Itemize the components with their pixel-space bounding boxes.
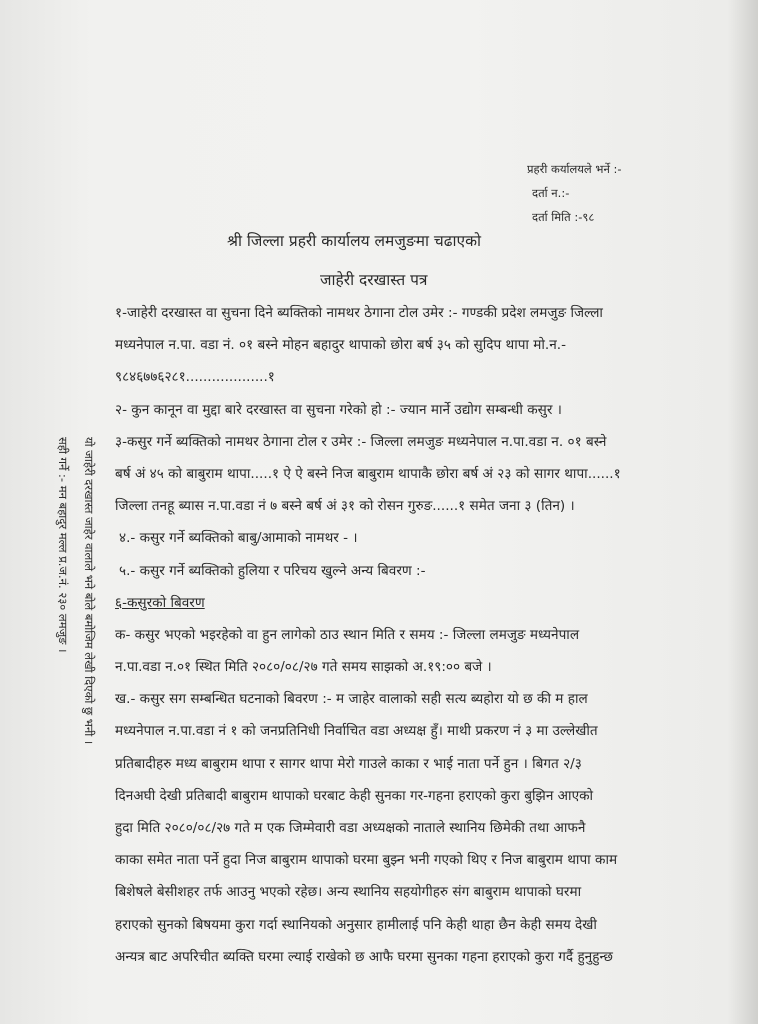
body-line: अन्यत्र बाट अपरिचीत ब्यक्ति घरमा ल्याई राखेको छ आफै घरमा सुनका गहना हराएको कुरा गर्दै हुनुहुन्छ xyxy=(115,948,613,965)
body-line: ख.- कसुर सग सम्बन्धित घटनाको बिवरण :- म जाहेर वालाको सही सत्य ब्यहोरा यो छ की म हाल xyxy=(115,691,588,708)
margin-note-signature: सही गर्ने :- मन बहादुर मल्ल प्र.ज.नं. २३० लमजुङ । xyxy=(56,437,70,653)
body-line: हुदा मिति २०८०/०८/२७ गते म एक जिम्मेवारी वडा अध्यक्षको नाताले स्थानिय छिमेकी तथा आफनै xyxy=(115,820,586,836)
body-line: दिनअघी देखी प्रतिबादी बाबुराम थापाको घरबाट केही सुनका गर-गहना हराएको कुरा बुझिन आएको xyxy=(115,787,594,804)
body-line: क- कसुर भएको भइरहेको वा हुन लागेको ठाउ स्थान मिति र समय :- जिल्ला लमजुङ मध्यनेपाल xyxy=(115,626,580,643)
office-use-box xyxy=(527,157,622,229)
margin-note-declaration: यो जाहेरी दरखास्त जाहेर वालाले भने बोले बमोजिम लेखी दिएको छु भनी । xyxy=(82,437,96,745)
body-line: ४.- कसुर गर्ने ब्यक्तिको बाबु/आमाको नामथर - । xyxy=(119,530,358,547)
body-line: बर्ष अं ४५ को बाबुराम थापा.....१ ऐ ऐ बस्ने निज बाबुराम थापाकै छोरा बर्ष अं २३ को सागर थापा......१ xyxy=(115,465,621,482)
body-line: बिशेषले बेसीशहर तर्फ आउनु भएको रहेछ। अन्य स्थानिय सहयोगीहरु संग बाबुराम थापाको घरमा xyxy=(115,884,582,901)
body-line: ९८४६७७६२८१...................१ xyxy=(115,369,275,386)
body-line: मध्यनेपाल न.पा. वडा नं. ०१ बस्ने मोहन बहादुर थापाको छोरा बर्ष ३५ को सुदिप थापा मो.न.- xyxy=(115,337,567,354)
section-heading: ६-कसुरको बिवरण xyxy=(115,594,205,611)
body-line: ३-कसुर गर्ने ब्यक्तिको नामथर ठेगाना टोल र उमेर :- जिल्ला लमजुङ मध्यनेपाल न.पा.वडा न. ०१ बस्ने xyxy=(115,433,607,450)
document-body xyxy=(115,297,745,973)
office-use-label: प्रहरी कर्यालयले भर्ने :- xyxy=(527,162,622,176)
body-line: १-जाहेरी दरखास्त वा सुचना दिने ब्यक्तिको नामथर ठेगाना टोल उमेर :- गण्डकी प्रदेश लमजुङ जिल्ला xyxy=(115,305,603,321)
body-line: मध्यनेपाल न.पा.वडा नं १ को जनप्रतिनिधी निर्वाचित वडा अध्यक्ष हुँ। माथी प्रकरण नं ३ मा उल्लेखीत xyxy=(115,723,598,740)
document-title: जाहेरी दरखास्त पत्र xyxy=(320,271,428,289)
body-line: जिल्ला तनहू ब्यास न.पा.वडा नं ७ बस्ने बर्ष अं ३१ को रोसन गुरुङ......१ समेत जना ३ (तिन) । xyxy=(115,498,575,515)
body-line: न.पा.वडा न.०१ स्थित मिति २०८०/०८/२७ गते समय साझको अ.१९:०० बजे । xyxy=(115,659,492,676)
body-line: काका समेत नाता पर्ने हुदा निज बाबुराम थापाको घरमा बुझ्न भनी गएको थिए र निज बाबुराम थापा काम xyxy=(115,852,618,869)
registration-date: दर्ता मिति :-९८ xyxy=(532,210,595,224)
body-line: प्रतिबादीहरु मध्य बाबुराम थापा र सागर थापा मेरो गाउले काका र भाई नाता पर्ने हुन । बिगत २/३ xyxy=(115,755,582,772)
document-heading: श्री जिल्ला प्रहरी कार्यालय लमजुङमा चढाएको xyxy=(227,232,481,250)
body-line: २- कुन कानून वा मुद्दा बारे दरखास्त वा सुचना गरेको हो :- ज्यान मार्ने उद्योग सम्बन्धी कसुर । xyxy=(115,401,562,418)
body-line: हराएको सुनको बिषयमा कुरा गर्दा स्थानियको अनुसार हामीलाई पनि केही थाहा छैन केही समय देखी xyxy=(115,916,597,933)
registration-number: दर्ता न.:- xyxy=(532,186,570,200)
body-line: ५.- कसुर गर्ने ब्यक्तिको हुलिया र परिचय खुल्ने अन्य बिवरण :- xyxy=(119,562,426,579)
